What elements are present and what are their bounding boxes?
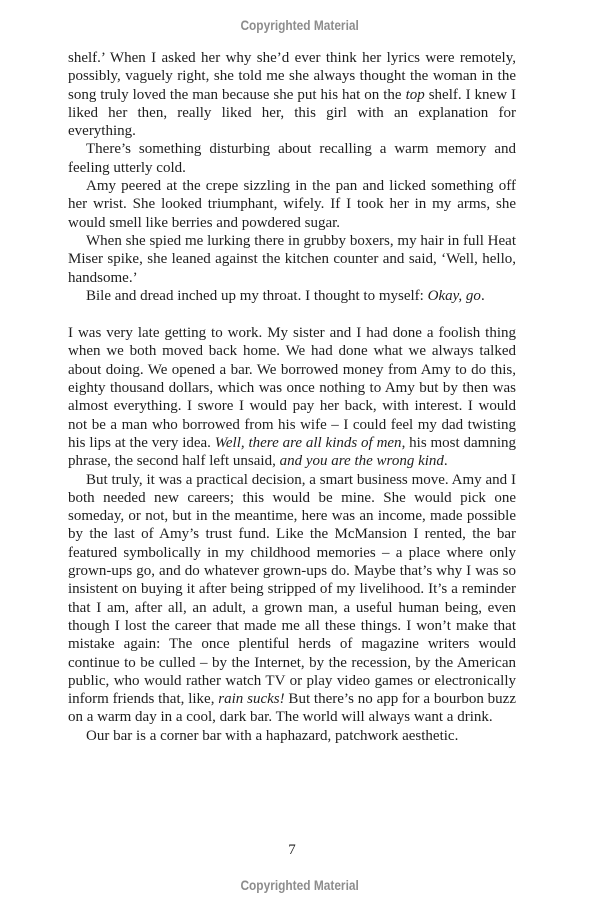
page-number: 7 <box>288 842 296 858</box>
paragraph: Our bar is a corner bar with a haphazard, patchwork aesthetic. <box>86 727 459 744</box>
paragraph: shelf.’ When I asked her why she’d ever think her lyrics were remotely, possibly, vaguely right, she told me she always thought the woman in the song truly loved the man because she put his hat on the top shelf. I knew I liked her then, really liked her, this girl with an explanation for everything. <box>68 50 516 140</box>
copyright-notice-top-text: Copyrighted Material <box>240 17 360 33</box>
page-text <box>68 49 516 745</box>
paragraph: When she spied me lurking there in grubby boxers, my hair in full Heat Miser spike, she leaned against the kitchen counter and said, ‘Well, hello, handsome.’ <box>68 232 516 286</box>
paragraph: I was very late getting to work. My sister and I had done a foolish thing when we both moved back home. We had done what we always talked about doing. We opened a bar. We borrowed money from Amy to do this, eighty thousand dollars, which was once nothing to Amy but by then was almost everything. I swore I would pay her back, with interest. I would not be a man who borrowed from his wife – I could feel my dad twisting his lips at the very idea. Well, there are all kinds of men, his most damning phrase, the second half left unsaid, and you are the wrong kind. <box>68 325 517 470</box>
paragraph: There’s something disturbing about recalling a warm memory and feeling utterly cold. <box>68 141 516 176</box>
copyright-notice-bottom-text: Copyrighted Material <box>240 877 360 893</box>
paragraph: But truly, it was a practical decision, a smart business move. Amy and I both needed new careers; this would be mine. She would pick one someday, or not, but in the meantime, here was an income, made possible by the last of Amy’s trust fund. Like the McMansion I rented, the bar featured symbolically in my childhood memories – a place where only grown-ups go, and do whatever grown-ups do. Maybe that’s why I was so insistent on buying it after being stripped of my livelihood. It’s a reminder that I am, after all, an adult, a grown man, a useful human being, even though I lost the career that made me all these things. I won’t make that mistake again: The once plentiful herds of magazine writers would continue to be culled – by the Internet, by the recession, by the American public, who would rather watch TV or play video games or electronically inform friends that, like, rain sucks! But there’s no app for a bourbon buzz on a warm day in a cool, dark bar. The world will always want a drink. <box>68 471 516 726</box>
copyright-notice-bottom <box>0 877 600 893</box>
paragraph: Amy peered at the crepe sizzling in the pan and licked something off her wrist. She looked triumphant, wifely. If I took her in my arms, she would smell like berries and powdered sugar. <box>68 178 516 231</box>
copyright-notice-top <box>0 17 600 33</box>
paragraph: Bile and dread inched up my throat. I thought to myself: Okay, go. <box>86 287 485 304</box>
